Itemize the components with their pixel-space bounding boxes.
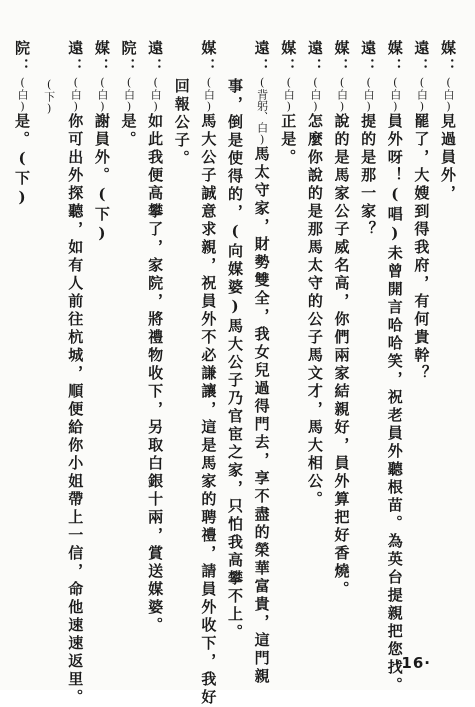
script-line (114, 40, 136, 650)
dialogue-text: 員外呀！(唱)未曾開言哈哈笑，祝老員外聽根苗。為英台提親把您找。 (385, 113, 404, 695)
script-line (300, 40, 322, 650)
speaker-label: 媒： (279, 40, 298, 76)
dialogue-text: 正是。 (279, 113, 298, 167)
script-line (167, 40, 189, 650)
speaker-label: 媒： (385, 40, 404, 76)
dialogue-text: 謝員外。(下) (92, 113, 111, 245)
speaker-label: 遠： (305, 40, 324, 76)
script-line (60, 40, 85, 707)
speaker-label: 遠： (146, 40, 165, 76)
script-line (380, 40, 404, 695)
script-line (247, 40, 271, 686)
dialogue-text: 事，倒是使得的，(向媒婆)馬大公子乃官宦之家，只怕我高攀不上。 (226, 78, 244, 642)
stage-cue: (白) (122, 76, 136, 113)
dialogue-text: 你可出外探聽，如有人前往杭城，順便給你小姐帶上一信，命他速速返里。 (66, 113, 85, 707)
dialogue-text: 是。 (119, 113, 138, 149)
script-line (220, 40, 242, 650)
script-line (193, 40, 218, 707)
speaker-label: 遠： (252, 40, 271, 76)
stage-cue: (白) (282, 76, 296, 113)
stage-cue: (白) (335, 76, 349, 113)
stage-cue: (白) (149, 76, 163, 113)
dialogue-text: 怎麼你說的是那馬太守的公子馬文才，馬大相公。 (305, 113, 324, 509)
dialogue-text: 回報公子。 (172, 78, 191, 168)
stage-cue: (白) (69, 76, 83, 113)
dialogue-text: 罷了，大嫂到得我府，有何貴幹？ (412, 113, 431, 383)
page-number: ·16· (394, 654, 431, 672)
stage-cue: (白) (16, 76, 29, 113)
dialogue-text: 馬大公子誠意求親，祝員外不必謙讓，這是馬家的聘禮，請員外收下，我好 (199, 113, 218, 707)
stage-cue: (白) (388, 76, 402, 113)
dialogue-text: 馬太守家，財勢雙全，我女兒過得門去，享不盡的榮華富貴，這門親 (252, 146, 271, 686)
dialogue-text: 如此我便高攀了，家院，將禮物收下，另取白銀十兩，賞送媒婆。 (146, 113, 165, 635)
stage-cue: (白) (442, 76, 455, 113)
dialogue-text: 說的是馬家公子威名高，你們兩家結親好，員外算把好香燒。 (332, 113, 351, 599)
speaker-label: 媒： (439, 40, 457, 76)
stage-cue: (白) (308, 76, 322, 113)
stage-cue: (背躬、白) (255, 76, 269, 146)
script-line (34, 40, 56, 650)
script-line (353, 40, 378, 650)
stage-cue: (白) (415, 76, 429, 113)
speaker-label: 媒： (332, 40, 351, 76)
script-line (140, 40, 165, 650)
stage-cue: (下) (42, 78, 56, 115)
speaker-label: 遠： (66, 40, 85, 76)
stage-cue: (白) (95, 76, 109, 113)
speaker-label: 媒： (92, 40, 111, 76)
stage-cue: (白) (362, 76, 376, 113)
dialogue-text: 見過員外， (439, 113, 457, 203)
dialogue-text: 提的是那一家？ (359, 113, 378, 239)
script-line (406, 40, 431, 650)
speaker-label: 遠： (359, 40, 378, 76)
script-line (87, 40, 109, 650)
speaker-label: 院： (13, 40, 31, 76)
speaker-label: 遠： (412, 40, 431, 76)
script-line (433, 40, 455, 650)
script-line (327, 40, 349, 650)
script-line (7, 40, 29, 650)
dialogue-text: 是。(下) (13, 113, 31, 209)
script-line (273, 40, 298, 650)
speaker-label: 院： (119, 40, 138, 76)
speaker-label: 媒： (199, 40, 218, 76)
stage-cue: (白) (202, 76, 216, 113)
